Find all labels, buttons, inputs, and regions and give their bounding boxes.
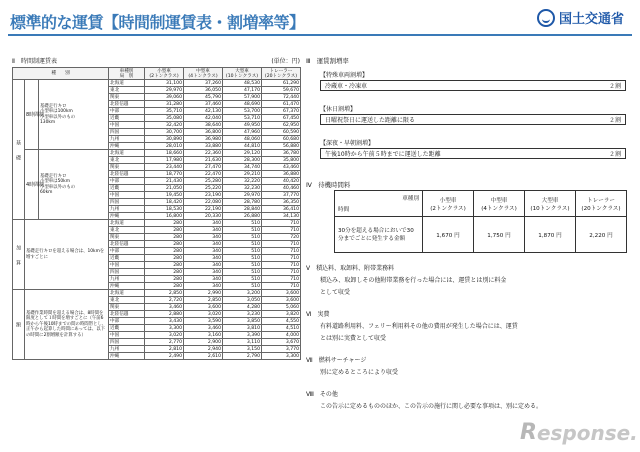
region-cell: 関東 bbox=[109, 94, 145, 101]
group-condition: 基礎走行キロ 小型車は50km 小型車以外のもの 60km bbox=[39, 150, 109, 220]
region-cell: 四国 bbox=[109, 269, 145, 276]
fare-cell: 37,770 bbox=[262, 192, 301, 199]
fare-cell: 34,740 bbox=[223, 164, 262, 171]
holiday-label: 日曜祝祭日に運送した距離に限る bbox=[325, 117, 416, 124]
region-cell: 北海道 bbox=[109, 80, 145, 87]
fare-cell: 710 bbox=[262, 227, 301, 234]
fare-cell: 36,410 bbox=[262, 206, 301, 213]
fare-cell: 37,460 bbox=[184, 101, 223, 108]
logo-text: 国土交通省 bbox=[559, 12, 625, 27]
fare-cell: 31,100 bbox=[145, 80, 184, 87]
group-condition: 基礎作業時間を超える場合は、8時間を限度として１時間を増すごとに（午前6時から午後10時までの間の時間帯とし、正午から起算した時間にあっては、以下の時間に2割増額を計算する） bbox=[25, 290, 109, 360]
fare-cell: 280 bbox=[145, 269, 184, 276]
header-type: 種 別 bbox=[13, 68, 109, 80]
region-cell: 北海道 bbox=[109, 150, 145, 157]
fare-cell: 29,970 bbox=[145, 87, 184, 94]
header-trailer: トレーラー (20トンクラス) bbox=[262, 68, 301, 80]
fare-cell: 18,420 bbox=[145, 199, 184, 206]
region-cell: 中国 bbox=[109, 122, 145, 129]
region-cell: 近畿 bbox=[109, 115, 145, 122]
fare-cell: 18,660 bbox=[145, 150, 184, 157]
fare-cell: 510 bbox=[223, 241, 262, 248]
fare-cell: 32,230 bbox=[223, 185, 262, 192]
fare-cell: 32,220 bbox=[223, 178, 262, 185]
special-vehicle-box bbox=[320, 80, 626, 91]
fare-cell: 56,880 bbox=[262, 143, 301, 150]
fare-cell: 2,850 bbox=[184, 297, 223, 304]
title-main: 標準的な運賃 bbox=[10, 13, 104, 32]
fare-cell: 340 bbox=[184, 234, 223, 241]
loading-fee-title: Ⅴ 積込料、取卸料、附帯業務料 bbox=[306, 265, 395, 272]
watermark-r: R bbox=[520, 420, 537, 445]
region-cell: 近畿 bbox=[109, 325, 145, 332]
page-title bbox=[10, 10, 305, 33]
fare-cell: 3,200 bbox=[223, 290, 262, 297]
region-cell: 北陸信越 bbox=[109, 101, 145, 108]
region-cell: 北陸信越 bbox=[109, 171, 145, 178]
region-cell: 沖縄 bbox=[109, 353, 145, 360]
table-header-row bbox=[13, 68, 301, 80]
other-text: この告示に定めるもののほか、この告示の施行に関し必要な事項は、別に定める。 bbox=[320, 403, 543, 410]
table-row bbox=[13, 220, 301, 227]
fare-cell: 35,800 bbox=[262, 157, 301, 164]
fare-cell: 29,120 bbox=[223, 150, 262, 157]
fare-cell: 3,020 bbox=[184, 311, 223, 318]
fare-cell: 19,450 bbox=[145, 192, 184, 199]
fare-cell: 22,190 bbox=[184, 206, 223, 213]
region-cell: 沖縄 bbox=[109, 283, 145, 290]
fare-cell: 3,050 bbox=[223, 297, 262, 304]
fare-cell: 34,130 bbox=[262, 213, 301, 220]
region-cell: 中国 bbox=[109, 192, 145, 199]
fare-cell: 29,970 bbox=[223, 192, 262, 199]
fare-cell: 42,040 bbox=[184, 115, 223, 122]
region-cell: 関東 bbox=[109, 304, 145, 311]
region-cell: 九州 bbox=[109, 346, 145, 353]
fare-cell: 31,280 bbox=[145, 101, 184, 108]
region-cell: 九州 bbox=[109, 206, 145, 213]
region-cell: 九州 bbox=[109, 276, 145, 283]
fuel-surcharge-title: Ⅶ 燃料サーチャージ bbox=[306, 357, 367, 364]
waiting-col-trailer: トレーラー (20トンクラス) bbox=[576, 191, 627, 217]
waiting-head-time: 時間 bbox=[338, 207, 350, 213]
fare-cell: 280 bbox=[145, 227, 184, 234]
actual-cost-title: Ⅵ 実費 bbox=[306, 311, 330, 318]
fare-cell: 3,110 bbox=[223, 339, 262, 346]
fare-cell: 23,190 bbox=[184, 192, 223, 199]
fare-cell: 3,600 bbox=[262, 297, 301, 304]
fare-cell: 45,790 bbox=[184, 94, 223, 101]
fare-cell: 30,700 bbox=[145, 129, 184, 136]
fare-cell: 49,950 bbox=[223, 122, 262, 129]
region-cell: 中部 bbox=[109, 178, 145, 185]
night-label: 午後10時から午前５時までに運送した距離 bbox=[325, 151, 441, 158]
fare-cell: 28,300 bbox=[223, 157, 262, 164]
header-divider bbox=[8, 34, 632, 36]
region-cell: 中国 bbox=[109, 262, 145, 269]
fare-cell: 36,980 bbox=[184, 136, 223, 143]
night-head: 【深夜・早朝割増】 bbox=[320, 140, 375, 147]
fare-cell: 61,290 bbox=[262, 80, 301, 87]
fare-cell: 36,780 bbox=[262, 150, 301, 157]
time-fare-heading bbox=[12, 56, 300, 65]
fare-cell: 340 bbox=[184, 248, 223, 255]
group-condition: 基礎走行キロ 小型車は100km 小型車以外のもの 130km bbox=[39, 80, 109, 150]
fare-cell: 17,980 bbox=[145, 157, 184, 164]
group-hours: 4時間制 bbox=[25, 150, 39, 220]
category-amount: 額 bbox=[13, 290, 25, 360]
actual-cost-text-1: 有料道路利用料、フェリー利用料その他の費用が発生した場合には、運賃 bbox=[320, 323, 518, 330]
fare-cell: 60,680 bbox=[262, 136, 301, 143]
fare-cell: 3,300 bbox=[145, 325, 184, 332]
fare-cell: 280 bbox=[145, 241, 184, 248]
header-medium: 中型車 (4トンクラス) bbox=[184, 68, 223, 80]
table-row bbox=[13, 80, 301, 87]
fare-cell: 4,510 bbox=[262, 325, 301, 332]
fare-cell: 710 bbox=[262, 262, 301, 269]
fare-cell: 22,360 bbox=[184, 150, 223, 157]
header-region-vehicle bbox=[109, 68, 145, 80]
fare-cell: 5,060 bbox=[262, 304, 301, 311]
fare-cell: 2,720 bbox=[145, 297, 184, 304]
waiting-title: Ⅳ 待機時間料 bbox=[306, 181, 351, 189]
fare-cell: 38,640 bbox=[184, 122, 223, 129]
fare-cell: 2,810 bbox=[145, 346, 184, 353]
fare-cell: 2,940 bbox=[184, 346, 223, 353]
category-add: 加 算 bbox=[13, 220, 25, 290]
fare-cell: 40,460 bbox=[262, 185, 301, 192]
surcharge-title: Ⅲ 運賃割増率 bbox=[306, 57, 349, 65]
region-cell: 北海道 bbox=[109, 220, 145, 227]
fare-cell: 710 bbox=[262, 220, 301, 227]
fare-cell: 40,420 bbox=[262, 178, 301, 185]
region-cell: 近畿 bbox=[109, 185, 145, 192]
fare-cell: 21,430 bbox=[145, 178, 184, 185]
fare-cell: 20,330 bbox=[184, 213, 223, 220]
fare-cell: 3,600 bbox=[184, 304, 223, 311]
fare-cell: 340 bbox=[184, 276, 223, 283]
region-cell: 東北 bbox=[109, 227, 145, 234]
fare-cell: 340 bbox=[184, 255, 223, 262]
fare-cell: 36,050 bbox=[184, 87, 223, 94]
fare-cell: 510 bbox=[223, 220, 262, 227]
fare-cell: 47,170 bbox=[223, 87, 262, 94]
fare-cell: 3,390 bbox=[223, 332, 262, 339]
waiting-corner bbox=[335, 191, 423, 217]
fare-cell: 3,150 bbox=[223, 346, 262, 353]
fare-cell: 710 bbox=[262, 241, 301, 248]
region-cell: 中部 bbox=[109, 248, 145, 255]
fare-cell: 340 bbox=[184, 220, 223, 227]
region-cell: 中部 bbox=[109, 108, 145, 115]
fare-cell: 710 bbox=[262, 269, 301, 276]
holiday-box bbox=[320, 114, 626, 125]
fare-cell: 22,470 bbox=[184, 171, 223, 178]
fare-cell: 59,670 bbox=[262, 87, 301, 94]
other-title: Ⅷ その他 bbox=[306, 391, 338, 398]
region-cell: 四国 bbox=[109, 129, 145, 136]
fare-cell: 510 bbox=[223, 255, 262, 262]
fare-cell: 28,010 bbox=[145, 143, 184, 150]
fare-cell: 3,430 bbox=[145, 318, 184, 325]
fare-cell: 2,790 bbox=[223, 353, 262, 360]
waiting-col-medium: 中型車 (4トンクラス) bbox=[474, 191, 525, 217]
fare-cell: 36,800 bbox=[184, 129, 223, 136]
fare-cell: 18,770 bbox=[145, 171, 184, 178]
fare-cell: 2,990 bbox=[184, 290, 223, 297]
region-cell: 北海道 bbox=[109, 290, 145, 297]
fare-cell: 36,350 bbox=[262, 199, 301, 206]
fare-cell: 36,880 bbox=[262, 171, 301, 178]
waiting-col-small: 小型車 (2トンクラス) bbox=[423, 191, 474, 217]
header-small: 小型車 (2トンクラス) bbox=[145, 68, 184, 80]
fare-cell: 25,220 bbox=[184, 185, 223, 192]
fare-cell: 18,530 bbox=[145, 206, 184, 213]
fare-cell: 43,460 bbox=[262, 164, 301, 171]
fare-cell: 67,450 bbox=[262, 115, 301, 122]
fare-cell: 62,950 bbox=[262, 122, 301, 129]
fare-cell: 280 bbox=[145, 248, 184, 255]
header-large: 大型車 (10トンクラス) bbox=[223, 68, 262, 80]
fare-cell: 510 bbox=[223, 283, 262, 290]
fare-cell: 21,630 bbox=[184, 157, 223, 164]
waiting-value-row bbox=[335, 217, 627, 253]
loading-fee-text-1: 積込み、取卸しその他附帯業務を行った場合には、運賃とは別に料金 bbox=[320, 277, 507, 284]
fare-cell: 510 bbox=[223, 248, 262, 255]
fare-cell: 3,850 bbox=[223, 318, 262, 325]
region-cell: 東北 bbox=[109, 297, 145, 304]
fare-cell: 340 bbox=[184, 241, 223, 248]
fuel-surcharge-text: 別に定めるところにより収受 bbox=[320, 369, 399, 376]
fare-cell: 510 bbox=[223, 276, 262, 283]
fare-cell: 35,710 bbox=[145, 108, 184, 115]
region-cell: 中国 bbox=[109, 332, 145, 339]
fare-cell: 16,800 bbox=[145, 213, 184, 220]
fare-cell: 32,420 bbox=[145, 122, 184, 129]
fare-cell: 720 bbox=[262, 234, 301, 241]
fare-cell: 510 bbox=[223, 234, 262, 241]
fare-cell: 710 bbox=[262, 283, 301, 290]
region-cell: 中部 bbox=[109, 318, 145, 325]
waiting-value-large: 1,870 円 bbox=[525, 217, 576, 253]
fare-cell: 280 bbox=[145, 220, 184, 227]
region-cell: 四国 bbox=[109, 339, 145, 346]
fare-cell: 4,550 bbox=[262, 318, 301, 325]
fare-cell: 21,050 bbox=[145, 185, 184, 192]
fare-cell: 2,610 bbox=[184, 353, 223, 360]
fare-cell: 510 bbox=[223, 262, 262, 269]
fare-cell: 280 bbox=[145, 262, 184, 269]
fare-cell: 22,080 bbox=[184, 199, 223, 206]
response-watermark bbox=[520, 420, 638, 445]
fare-cell: 3,600 bbox=[262, 290, 301, 297]
fare-cell: 510 bbox=[223, 227, 262, 234]
fare-cell: 2,880 bbox=[145, 311, 184, 318]
waiting-value-small: 1,670 円 bbox=[423, 217, 474, 253]
header bbox=[0, 0, 640, 42]
fare-cell: 2,490 bbox=[145, 353, 184, 360]
fare-cell: 37,260 bbox=[184, 80, 223, 87]
region-cell: 北陸信越 bbox=[109, 311, 145, 318]
table-row bbox=[13, 290, 301, 297]
waiting-fee-table bbox=[334, 190, 627, 253]
unit-label: (単位：円) bbox=[271, 58, 300, 65]
fare-cell: 48,060 bbox=[223, 136, 262, 143]
fare-cell: 3,160 bbox=[184, 332, 223, 339]
waiting-header-row bbox=[335, 191, 627, 217]
header-vehicle: 車種別 bbox=[119, 68, 134, 74]
fare-cell: 340 bbox=[184, 227, 223, 234]
region-cell: 東北 bbox=[109, 87, 145, 94]
region-cell: 北陸信越 bbox=[109, 241, 145, 248]
waiting-col-large: 大型車 (10トンクラス) bbox=[525, 191, 576, 217]
fare-cell: 3,670 bbox=[262, 339, 301, 346]
section-title: Ⅱ 時間制運賃表 bbox=[12, 58, 57, 65]
fare-cell: 44,810 bbox=[223, 143, 262, 150]
fare-cell: 60,590 bbox=[262, 129, 301, 136]
header-region: 局 別 bbox=[119, 73, 134, 79]
fare-cell: 340 bbox=[184, 283, 223, 290]
fare-cell: 48,690 bbox=[223, 101, 262, 108]
group-condition: 基礎走行キロを超える場合は、10kmを増すごとに bbox=[25, 220, 109, 290]
fare-cell: 710 bbox=[262, 248, 301, 255]
fare-cell: 3,300 bbox=[262, 353, 301, 360]
fare-cell: 280 bbox=[145, 283, 184, 290]
fare-cell: 4,280 bbox=[223, 304, 262, 311]
watermark-text: esponse. bbox=[536, 420, 638, 445]
waiting-head-type: 車種別 bbox=[402, 196, 419, 202]
fare-cell: 3,810 bbox=[223, 325, 262, 332]
fare-cell: 57,900 bbox=[223, 94, 262, 101]
group-hours: 8時間制 bbox=[25, 80, 39, 150]
fare-cell: 53,710 bbox=[223, 115, 262, 122]
fare-cell: 28,840 bbox=[223, 206, 262, 213]
holiday-head: 【休日割増】 bbox=[320, 106, 357, 113]
fare-cell: 3,460 bbox=[145, 304, 184, 311]
fare-cell: 280 bbox=[145, 234, 184, 241]
fare-cell: 33,880 bbox=[184, 143, 223, 150]
fare-cell: 2,850 bbox=[145, 290, 184, 297]
region-cell: 九州 bbox=[109, 136, 145, 143]
fare-cell: 280 bbox=[145, 255, 184, 262]
fare-cell: 42,130 bbox=[184, 108, 223, 115]
fare-cell: 47,960 bbox=[223, 129, 262, 136]
time-fare-table bbox=[12, 67, 301, 360]
fare-cell: 3,820 bbox=[262, 311, 301, 318]
fare-cell: 4,000 bbox=[262, 332, 301, 339]
fare-cell: 3,770 bbox=[262, 346, 301, 353]
time-fare-section bbox=[12, 56, 300, 360]
special-vehicle-head: 【特殊車両割増】 bbox=[320, 72, 369, 79]
special-vehicle-rate: ２割 bbox=[608, 83, 621, 90]
fare-cell: 280 bbox=[145, 276, 184, 283]
fare-cell: 61,470 bbox=[262, 101, 301, 108]
fare-cell: 25,280 bbox=[184, 178, 223, 185]
loading-fee-text-2: として収受 bbox=[320, 289, 351, 296]
fare-cell: 3,460 bbox=[184, 325, 223, 332]
fare-cell: 2,900 bbox=[184, 339, 223, 346]
fare-cell: 3,590 bbox=[184, 318, 223, 325]
fare-cell: 53,700 bbox=[223, 108, 262, 115]
table-row bbox=[13, 150, 301, 157]
mlit-logo bbox=[537, 8, 624, 27]
fare-cell: 3,020 bbox=[145, 332, 184, 339]
region-cell: 関東 bbox=[109, 164, 145, 171]
waiting-value-medium: 1,750 円 bbox=[474, 217, 525, 253]
fare-cell: 3,230 bbox=[223, 311, 262, 318]
title-sub: 【時間制運賃表・割増率等】 bbox=[103, 13, 305, 32]
fare-cell: 48,530 bbox=[223, 80, 262, 87]
fare-cell: 67,370 bbox=[262, 108, 301, 115]
fare-cell: 340 bbox=[184, 262, 223, 269]
holiday-rate: ２割 bbox=[608, 117, 621, 124]
region-cell: 沖縄 bbox=[109, 213, 145, 220]
special-vehicle-label: 冷蔵車・冷凍車 bbox=[325, 83, 368, 90]
fare-cell: 27,470 bbox=[184, 164, 223, 171]
region-cell: 近畿 bbox=[109, 255, 145, 262]
fare-cell: 39,060 bbox=[145, 94, 184, 101]
fare-cell: 23,440 bbox=[145, 164, 184, 171]
fare-cell: 28,780 bbox=[223, 199, 262, 206]
mlit-emblem-icon bbox=[537, 9, 555, 27]
region-cell: 関東 bbox=[109, 234, 145, 241]
fare-cell: 710 bbox=[262, 276, 301, 283]
fare-cell: 340 bbox=[184, 269, 223, 276]
actual-cost-text-2: とは別に実費として収受 bbox=[320, 335, 387, 342]
fare-cell: 72,440 bbox=[262, 94, 301, 101]
fare-cell: 35,080 bbox=[145, 115, 184, 122]
fare-cell: 26,880 bbox=[223, 213, 262, 220]
fare-cell: 30,890 bbox=[145, 136, 184, 143]
waiting-value-trailer: 2,220 円 bbox=[576, 217, 627, 253]
fare-cell: 510 bbox=[223, 269, 262, 276]
region-cell: 四国 bbox=[109, 199, 145, 206]
fare-cell: 29,210 bbox=[223, 171, 262, 178]
fare-cell: 710 bbox=[262, 255, 301, 262]
region-cell: 沖縄 bbox=[109, 143, 145, 150]
waiting-row-label: 30分を超える場合においで30分までごとに発生する金額 bbox=[335, 217, 423, 253]
fare-cell: 2,770 bbox=[145, 339, 184, 346]
night-box bbox=[320, 148, 626, 159]
category-basic: 基 礎 bbox=[13, 80, 25, 220]
night-rate: ２割 bbox=[608, 151, 621, 158]
region-cell: 東北 bbox=[109, 157, 145, 164]
